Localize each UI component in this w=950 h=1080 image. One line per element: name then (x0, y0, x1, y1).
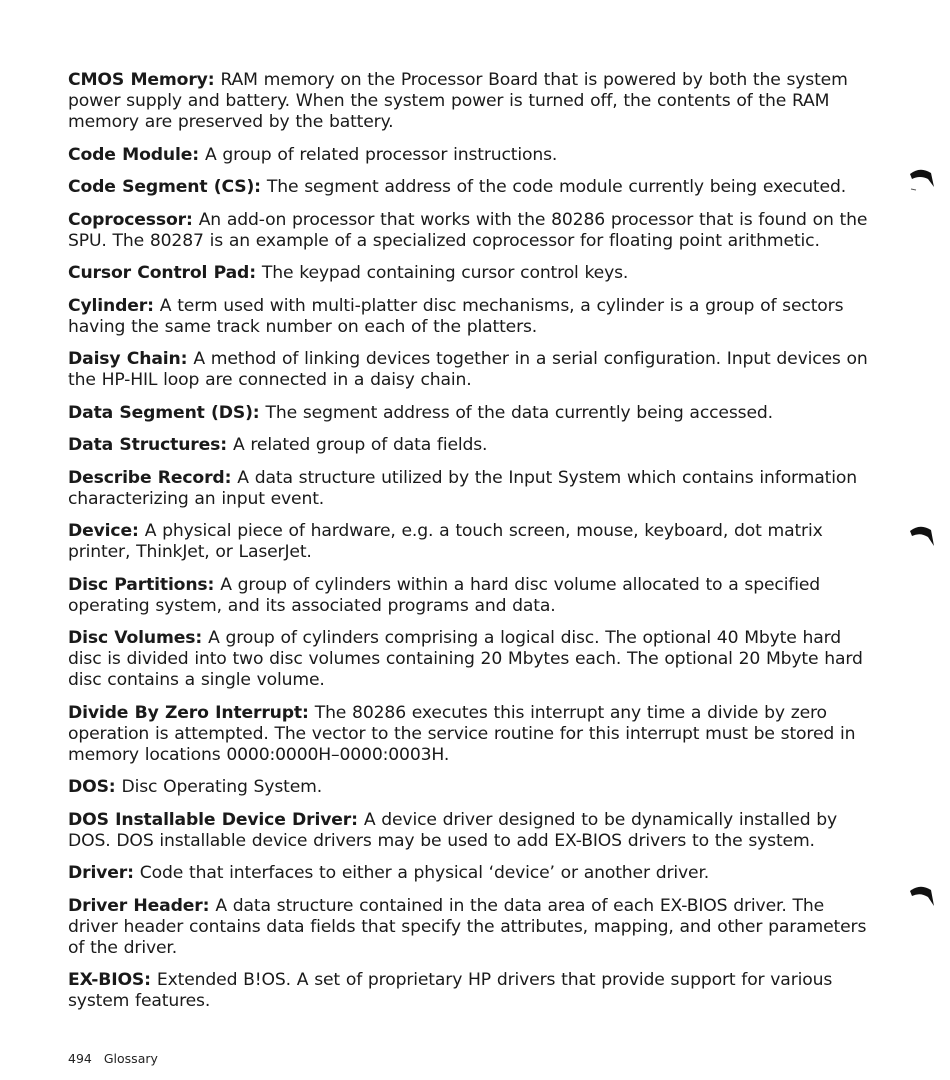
entry-definition: A physical piece of hardware, e.g. a touch screen, mouse, keyboard, dot matrix printer, ThinkJet, or LaserJet. (68, 521, 823, 562)
entry-term: Cylinder: (68, 295, 154, 316)
entry-definition: A data structure utilized by the Input System which contains information characterizing an input event. (68, 467, 857, 509)
binder-hole-mark-icon (906, 522, 936, 552)
entry-term: CMOS Memory: (68, 70, 215, 90)
entry-term: EX-BIOS: (68, 970, 151, 990)
entry-term: Cursor Control Pad: (68, 263, 256, 283)
entry-definition: A device driver designed to be dynamically installed by DOS. DOS installable device drivers may be used to add EX-BIOS drivers to the system. (68, 809, 838, 851)
entry-term: Device: (68, 521, 139, 541)
entry-term: Data Structures: (68, 435, 227, 455)
glossary-entry (68, 896, 868, 959)
glossary-entry (68, 145, 868, 166)
footer-section: Glossary (103, 1051, 158, 1066)
glossary-entry (68, 810, 868, 852)
entry-definition: RAM memory on the Processor Board that is powered by both the system power supply and battery. When the system power is turned off, the contents of the RAM memory are preserved by the battery. (68, 70, 848, 132)
glossary-entry (68, 521, 868, 563)
entry-definition: Code that interfaces to either a physical ‘device’ or another driver. (139, 863, 710, 883)
glossary-entry (68, 468, 868, 510)
entry-definition: A related group of data fields. (232, 435, 488, 455)
binder-hole-mark-icon (906, 882, 936, 912)
glossary-entry (68, 628, 868, 691)
entry-term: Describe Record: (68, 467, 232, 488)
entry-definition: The segment address of the data currently being accessed. (265, 402, 773, 423)
entry-definition: A data structure contained in the data area of each EX-BIOS driver. The driver header contains data fields that specify the attributes, mapping, and other parameters of the driver. (68, 895, 867, 958)
glossary-entry (68, 575, 868, 617)
entry-definition: A group of cylinders within a hard disc volume allocated to a specified operating system, and its associated programs and data. (68, 574, 821, 616)
entry-definition: A group of related processor instructions. (204, 144, 558, 165)
entry-term: Code Module: (68, 144, 199, 165)
glossary-entry (68, 296, 868, 338)
glossary-entry (68, 777, 868, 798)
entry-definition: The keypad containing cursor control keys. (261, 263, 629, 283)
entry-term: Divide By Zero Interrupt: (68, 702, 309, 723)
binder-hole-mark-icon (906, 165, 936, 195)
entry-definition: The 80286 executes this interrupt any time a divide by zero operation is attempted. The vector to the service routine for this interrupt must be stored in memory locations 0000:0000H–0000:0003H. (68, 702, 856, 765)
page-number: 494 (68, 1051, 92, 1066)
entry-term: DOS: (68, 777, 116, 797)
entry-term: Disc Partitions: (68, 574, 215, 595)
glossary-entry (68, 435, 868, 456)
entry-term: Disc Volumes: (68, 628, 203, 648)
glossary-entry (68, 263, 868, 284)
entry-definition: An add-on processor that works with the 80286 processor that is found on the SPU. The 80287 is an example of a specialized coprocessor for floating point arithmetic. (68, 209, 868, 251)
entry-term: Driver: (68, 863, 134, 883)
glossary-entries (68, 70, 868, 1024)
glossary-entry (68, 863, 868, 884)
page-footer (68, 1051, 158, 1066)
entry-term: Code Segment (CS): (68, 177, 261, 197)
glossary-entry (68, 703, 868, 766)
glossary-entry (68, 70, 868, 133)
glossary-entry (68, 210, 868, 252)
entry-definition: A group of cylinders comprising a logical disc. The optional 40 Mbyte hard disc is divided into two disc volumes containing 20 Mbytes each. The optional 20 Mbyte hard disc contains a single volume. (68, 628, 863, 690)
entry-definition: A term used with multi-platter disc mechanisms, a cylinder is a group of sectors having the same track number on each of the platters. (68, 295, 844, 337)
entry-term: Coprocessor: (68, 209, 193, 230)
glossary-entry (68, 349, 868, 391)
entry-definition: Disc Operating System. (121, 777, 323, 797)
entry-term: Daisy Chain: (68, 349, 188, 369)
entry-term: DOS Installable Device Driver: (68, 809, 358, 830)
entry-definition: Extended B!OS. A set of proprietary HP drivers that provide support for various system features. (68, 970, 833, 1011)
entry-definition: A method of linking devices together in a serial configuration. Input devices on the HP-HIL loop are connected in a daisy chain. (68, 349, 868, 390)
entry-definition: The segment address of the code module currently being executed. (266, 177, 847, 197)
entry-term: Driver Header: (68, 895, 210, 916)
glossary-entry (68, 403, 868, 424)
glossary-entry (68, 970, 868, 1012)
entry-term: Data Segment (DS): (68, 402, 260, 423)
glossary-entry (68, 177, 868, 198)
